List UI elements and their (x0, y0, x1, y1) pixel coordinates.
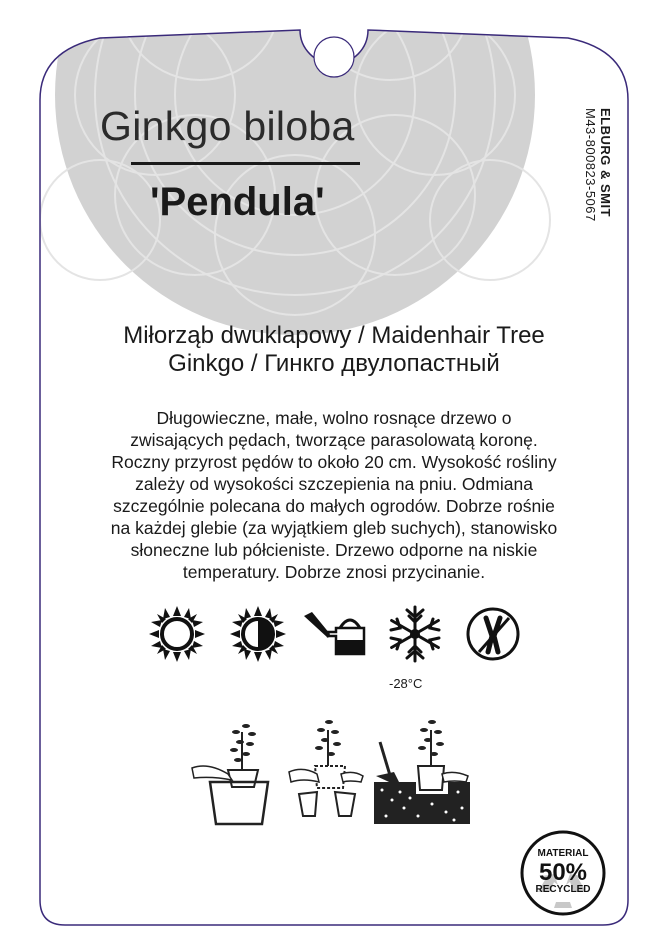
vendor-block (583, 108, 613, 238)
no-pruning-shears-icon (465, 606, 521, 662)
common-name-line: Miłorząb dwuklapowy / Maidenhair Tree (123, 322, 545, 349)
description-line: zwisających pędach, tworzące parasolowatą koronę. (130, 430, 538, 450)
half-shade-icon (228, 604, 288, 664)
hardiness-temperature: -28°C (389, 676, 423, 691)
description-line: na każdej glebie (za wyjątkiem gleb suchych), stanowisko (110, 518, 558, 538)
recycle-top-text: MATERIAL (537, 848, 589, 859)
description (70, 407, 598, 583)
hang-hole (314, 37, 354, 77)
recycle-bottom-text: RECYCLED (535, 884, 591, 895)
description-line: słoneczne lub półcieniste. Drzewo odporne na niskie (130, 540, 538, 560)
step-soak-pot-icon (188, 712, 278, 827)
description-line: temperatury. Dobrze znosi przycinanie. (182, 562, 486, 582)
vendor-brand: ELBURG & SMIT (598, 108, 613, 218)
cultivar-name: 'Pendula' (150, 180, 325, 224)
sun-icon (147, 604, 207, 664)
description-line: szczególnie polecana do małych ogrodów. Dobrze rośnie (113, 496, 555, 516)
description-line: zależy od wysokości szczepienia na pniu. Odmiana (135, 474, 533, 494)
step-plant-in-ground-icon (372, 712, 472, 827)
description-line: Długowieczne, małe, wolno rosnące drzewo o (156, 408, 512, 428)
watering-can-icon (302, 610, 368, 660)
ornamental-pattern (40, 0, 550, 335)
title-divider (131, 162, 360, 165)
common-name-line: Ginkgo / Гинкго двулопастный (168, 350, 500, 377)
frost-hardy-icon (385, 604, 445, 664)
recycled-material-badge (520, 830, 606, 916)
recycle-percent: 50% (538, 859, 588, 886)
description-line: Roczny przyrost pędów to około 20 cm. Wysokość rośliny (111, 452, 557, 472)
vendor-code: M43-800823-5067 (583, 108, 598, 222)
common-names (60, 322, 608, 378)
step-remove-pot-icon (285, 712, 365, 827)
latin-name: Ginkgo biloba (100, 103, 355, 149)
